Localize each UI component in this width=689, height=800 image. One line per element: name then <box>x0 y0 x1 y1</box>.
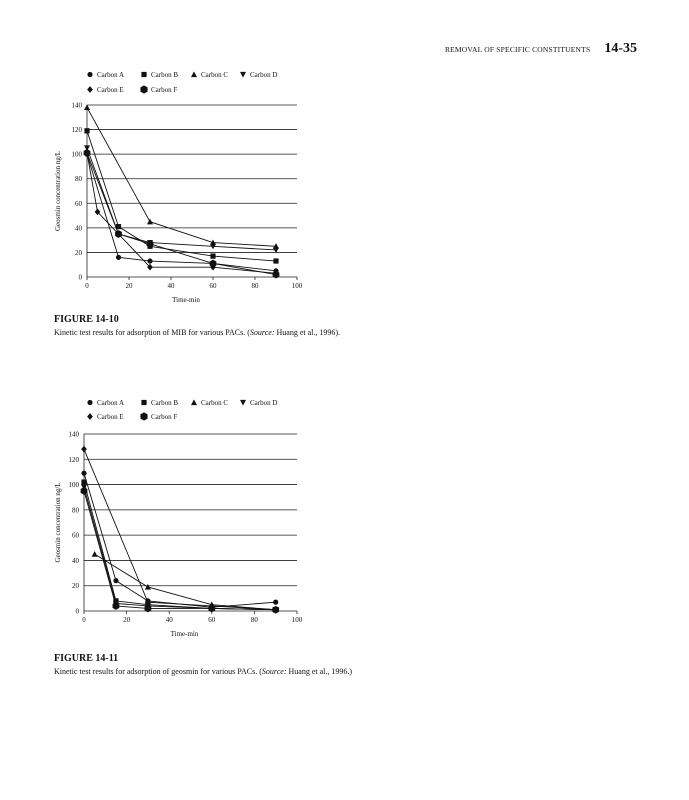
data-point <box>113 578 118 583</box>
y-tick-label: 140 <box>71 101 82 110</box>
x-tick-label: 20 <box>123 616 131 624</box>
data-point <box>81 487 88 495</box>
legend-item <box>87 413 124 421</box>
legend-label: Carbon F <box>151 86 178 94</box>
data-point <box>272 606 279 614</box>
x-tick-label: 100 <box>291 616 303 624</box>
x-axis-label: Time-min <box>170 630 199 638</box>
x-tick-label: 20 <box>125 282 133 290</box>
legend-label: Carbon B <box>151 71 179 79</box>
data-point <box>81 471 86 476</box>
series-line <box>84 487 276 610</box>
y-tick-label: 80 <box>72 506 79 515</box>
y-tick-label: 80 <box>75 175 82 184</box>
x-tick-label: 40 <box>165 616 173 624</box>
y-tick-label: 100 <box>68 481 79 490</box>
x-tick-label: 80 <box>250 616 258 624</box>
legend-label: Carbon C <box>201 399 229 407</box>
y-axis-label: Geosmin concentration ng/L <box>54 482 62 563</box>
running-title: REMOVAL OF SPECIFIC CONSTITUENTS <box>444 45 591 54</box>
legend-item <box>140 412 177 421</box>
legend-marker <box>141 400 146 405</box>
x-tick-label: 60 <box>208 616 216 624</box>
figure-caption <box>54 653 654 676</box>
y-tick-label: 20 <box>72 582 79 591</box>
data-point <box>81 479 86 484</box>
figure-caption-text: Kinetic test results for adsorption of MIB for various PACs. (Source: Huang et al., 1996). <box>54 328 341 337</box>
y-tick-label: 0 <box>75 607 79 616</box>
y-tick-label: 0 <box>78 273 82 282</box>
legend-label: Carbon B <box>151 399 179 407</box>
data-point <box>145 584 151 590</box>
x-tick-label: 40 <box>167 282 175 290</box>
data-point <box>81 446 87 453</box>
x-tick-label: 100 <box>291 282 303 290</box>
legend-label: Carbon C <box>201 71 229 79</box>
x-axis-label: Time-min <box>172 296 200 304</box>
y-tick-label: 40 <box>72 556 79 565</box>
x-tick-label: 60 <box>209 282 217 290</box>
legend-marker <box>87 413 93 420</box>
legend-item <box>240 399 277 407</box>
legend-marker <box>240 400 246 406</box>
legend-item <box>191 399 228 407</box>
legend-item <box>87 399 124 407</box>
legend-label: Carbon E <box>97 86 124 94</box>
y-tick-label: 40 <box>75 224 82 233</box>
legend-marker <box>140 412 147 420</box>
x-tick-label: 0 <box>85 282 89 290</box>
series-line <box>84 473 276 607</box>
legend-label: Carbon F <box>151 413 178 421</box>
legend-marker <box>191 399 197 405</box>
data-point <box>273 600 278 605</box>
y-tick-label: 140 <box>68 430 79 439</box>
legend-label: Carbon E <box>97 413 124 421</box>
y-tick-label: 120 <box>71 126 82 135</box>
figure-label: FIGURE 14-10 <box>54 314 119 325</box>
legend-label: Carbon D <box>250 71 278 79</box>
x-tick-label: 0 <box>82 616 86 624</box>
x-tick-label: 80 <box>251 282 259 290</box>
y-tick-label: 100 <box>71 150 82 159</box>
y-tick-label: 60 <box>75 199 82 208</box>
legend-label: Carbon D <box>250 399 278 407</box>
figure-label: FIGURE 14-11 <box>54 653 119 664</box>
legend-label: Carbon A <box>97 399 125 407</box>
page-number: 14-35 <box>604 41 637 56</box>
legend-label: Carbon A <box>97 71 125 79</box>
data-point <box>92 551 98 557</box>
y-tick-label: 20 <box>75 248 82 257</box>
y-tick-label: 120 <box>68 455 79 464</box>
legend-item <box>141 399 178 407</box>
y-axis-label: Geosmin concentration ng/L <box>54 150 62 232</box>
y-tick-label: 60 <box>72 531 79 540</box>
figure-caption-text: Kinetic test results for adsorption of geosmin for various PACs. (Source: Huang et al., 1996.) <box>54 667 353 676</box>
legend-marker <box>87 400 92 405</box>
